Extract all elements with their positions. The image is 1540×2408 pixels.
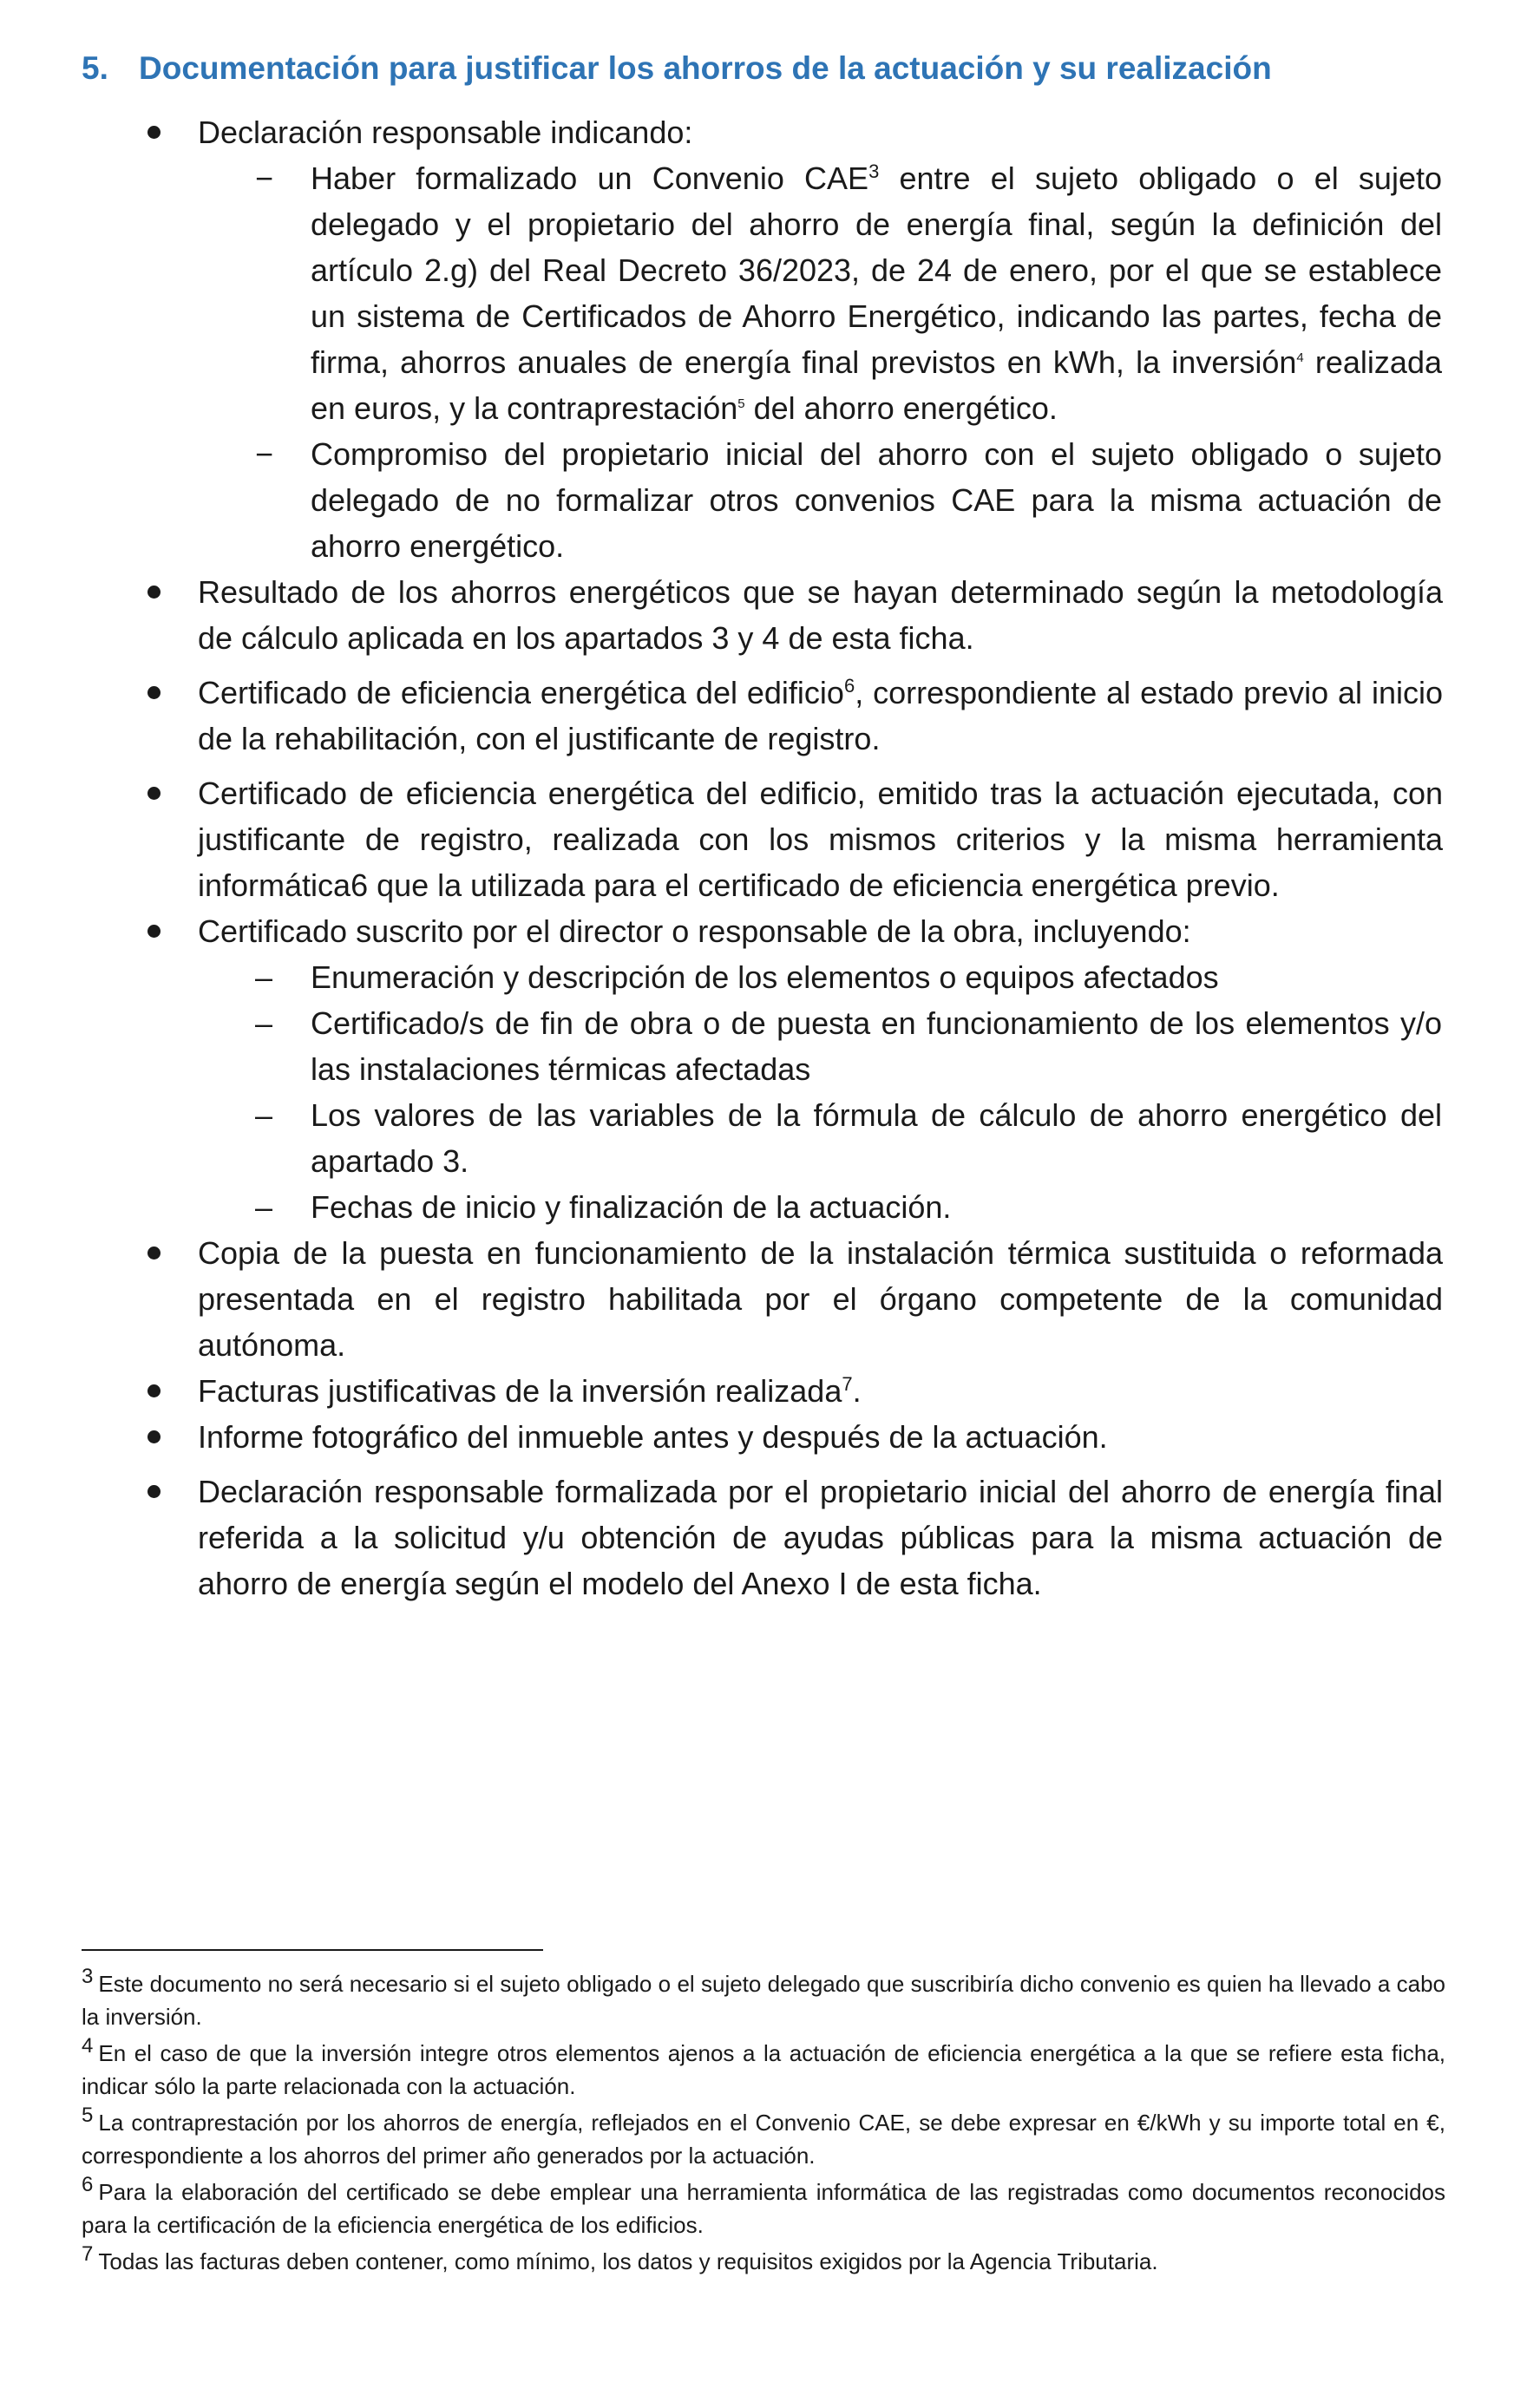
dash-marker: – bbox=[255, 1097, 273, 1133]
section-heading bbox=[82, 50, 1470, 87]
list-item bbox=[198, 1469, 1443, 1606]
list-item-text: Certificado de eficiencia energética del edificio$^6$, correspondiente al estado previo al inicio de la rehabilitación, con el justificante de registro. bbox=[198, 675, 1443, 756]
sub-item-text: Los valores de las variables de la fórmula de cálculo de ahorro energético del apartado 3. bbox=[311, 1097, 1442, 1179]
sub-item-text: Haber formalizado un Convenio CAE$^3$ entre el sujeto obligado o el sujeto delegado y el propietario del ahorro de energía final, según la definición del artículo 2.g) del Real Decreto 36/2023, de 24 de enero, por el que se establece un sistema de Certificados de Ahorro Energético, indicando las partes, fecha de firma, ahorros anuales de energía final previstos en kWh, la inversión$^4$ realizada en euros, y la contraprestación$^5$ del ahorro energético. bbox=[311, 160, 1442, 426]
dash-marker: − bbox=[255, 436, 274, 472]
list-item bbox=[198, 569, 1443, 661]
list-item bbox=[198, 1414, 1443, 1460]
list-item bbox=[198, 770, 1443, 908]
sub-item bbox=[255, 155, 1442, 431]
list-item bbox=[198, 1230, 1443, 1368]
footnote-ref[interactable]: 4 bbox=[1296, 350, 1304, 365]
dash-marker: – bbox=[255, 959, 273, 995]
list-item-text: Certificado suscrito por el director o responsable de la obra, incluyendo: bbox=[198, 913, 1191, 949]
footnote: $^4$ En el caso de que la inversión integre otros elementos ajenos a la actuación de eficiencia energética a la que se refiere esta ficha, indicar sólo la parte relacionada con la actuación. bbox=[82, 2034, 1445, 2099]
footnote-ref[interactable]: 7 bbox=[842, 1373, 853, 1395]
sub-list bbox=[0, 954, 1540, 1230]
footnote: $^5$ La contraprestación por los ahorros de energía, reflejados en el Convenio CAE, se debe expresar en €/kWh y su importe total en €, correspondiente a los ahorros del primer año generados por la actuación. bbox=[82, 2104, 1445, 2169]
footnote-number: 5 bbox=[82, 2104, 94, 2128]
footnote: $^6$ Para la elaboración del certificado se debe emplear una herramienta informática de las registradas como documentos reconocidos para la certificación de la eficiencia energética de los edificios. bbox=[82, 2173, 1445, 2238]
section-title: Documentación para justificar los ahorros de la actuación y su realización bbox=[139, 50, 1272, 86]
sub-item-text: Compromiso del propietario inicial del ahorro con el sujeto obligado o sujeto delegado de no formalizar otros convenios CAE para la misma actuación de ahorro energético. bbox=[311, 436, 1442, 564]
list-item bbox=[198, 908, 1443, 954]
footnote: $^3$ Este documento no será necesario si el sujeto obligado o el sujeto delegado que suscribiría dicho convenio es quien ha llevado a cabo la inversión. bbox=[82, 1965, 1445, 2030]
footnote-ref[interactable]: 3 bbox=[868, 160, 880, 182]
sub-item bbox=[255, 954, 1442, 1000]
footnote-ref[interactable]: 6 bbox=[843, 675, 855, 697]
section-number: 5. bbox=[82, 50, 108, 86]
footnote-number: 6 bbox=[82, 2173, 94, 2197]
sub-item bbox=[255, 1092, 1442, 1184]
sub-item bbox=[255, 1184, 1442, 1230]
list-item-text: Declaración responsable indicando: bbox=[198, 115, 693, 150]
list-item-text: Certificado de eficiencia energética del edificio, emitido tras la actuación ejecutada, con justificante de registro, realizada con los mismos criterios y la misma herramienta informática6 que la utilizada para el certificado de eficiencia energética previo. bbox=[198, 775, 1443, 903]
footnote-number: 3 bbox=[82, 1965, 94, 1989]
footnote: $^7$ Todas las facturas deben contener, como mínimo, los datos y requisitos exigidos por la Agencia Tributaria. bbox=[82, 2242, 1158, 2274]
sub-item-text: Fechas de inicio y finalización de la actuación. bbox=[311, 1189, 952, 1225]
sub-list bbox=[0, 155, 1540, 569]
sub-item bbox=[255, 431, 1442, 569]
footnote-number: 7 bbox=[82, 2242, 94, 2267]
sub-item bbox=[255, 1000, 1442, 1092]
list-item-text: Resultado de los ahorros energéticos que se hayan determinado según la metodología de cálculo aplicada en los apartados 3 y 4 de esta ficha. bbox=[198, 574, 1443, 656]
dash-marker: − bbox=[255, 160, 274, 196]
sub-item-text: Enumeración y descripción de los elementos o equipos afectados bbox=[311, 959, 1219, 995]
footnote-ref[interactable]: 5 bbox=[737, 396, 745, 411]
list-item-text: Copia de la puesta en funcionamiento de la instalación térmica sustituida o reformada presentada en el registro habilitada por el órgano competente de la comunidad autónoma. bbox=[198, 1235, 1443, 1363]
list-item bbox=[198, 670, 1443, 762]
sub-item-text: Certificado/s de fin de obra o de puesta en funcionamiento de los elementos y/o las instalaciones térmicas afectadas bbox=[311, 1005, 1442, 1087]
footnotes bbox=[82, 1967, 1445, 2281]
dash-marker: – bbox=[255, 1189, 273, 1225]
list-item bbox=[198, 1368, 1443, 1414]
list-item-text: Declaración responsable formalizada por el propietario inicial del ahorro de energía final referida a la solicitud y/u obtención de ayudas públicas para la misma actuación de ahorro de energía según el modelo del Anexo I de esta ficha. bbox=[198, 1474, 1443, 1601]
requirements-list bbox=[0, 109, 1540, 1606]
footnote-number: 4 bbox=[82, 2034, 94, 2058]
dash-marker: – bbox=[255, 1005, 273, 1041]
list-item-text: Informe fotográfico del inmueble antes y después de la actuación. bbox=[198, 1419, 1108, 1455]
list-item bbox=[198, 109, 1443, 155]
footnote-separator bbox=[82, 1949, 543, 1951]
list-item-text: Facturas justificativas de la inversión realizada$^7$. bbox=[198, 1373, 862, 1409]
